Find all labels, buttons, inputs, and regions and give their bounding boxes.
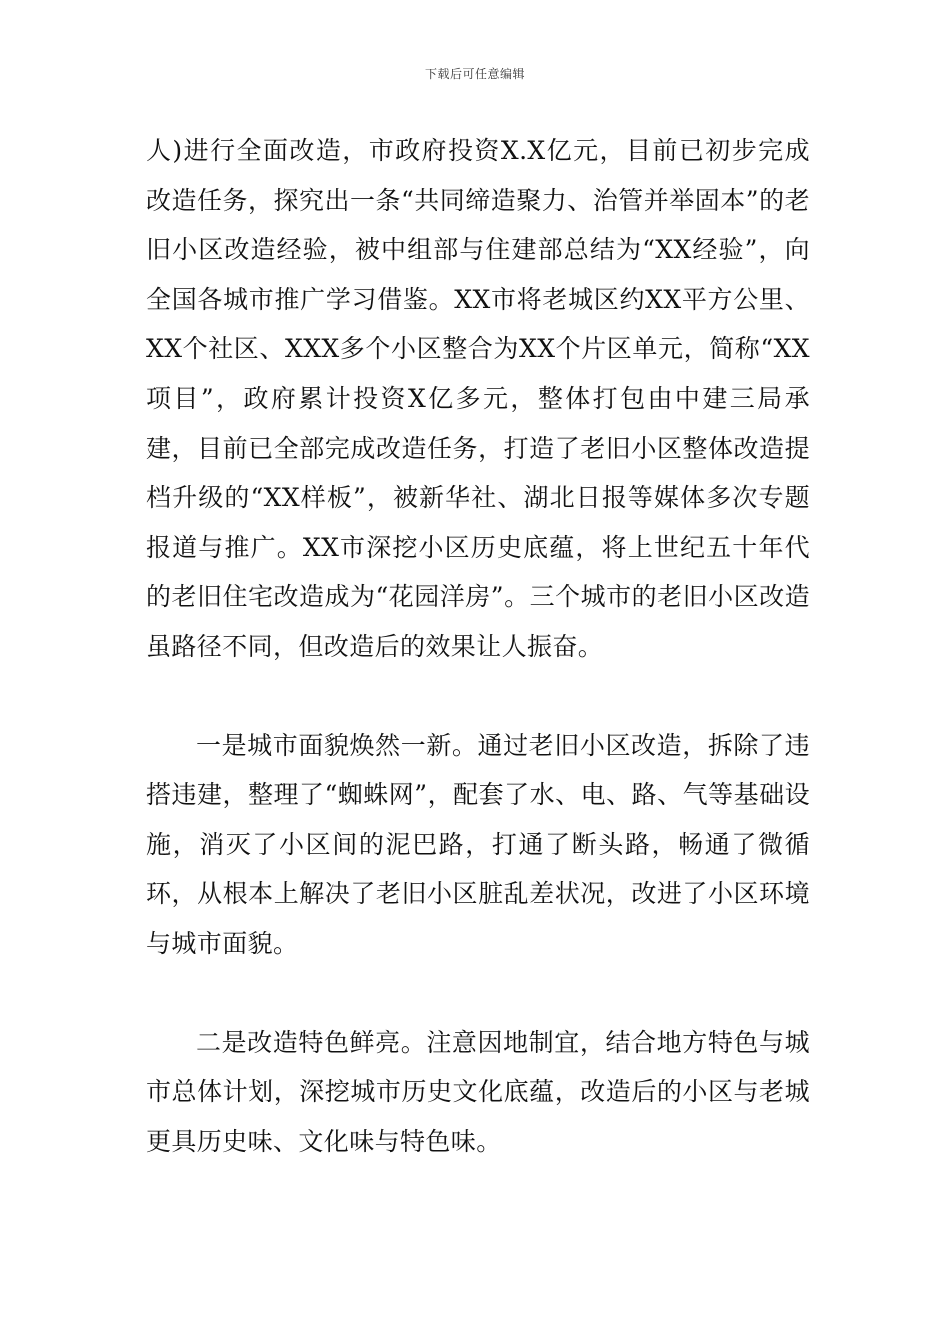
paragraph-spacer: [146, 672, 810, 721]
body-paragraph-1: 人)进行全面改造，市政府投资X.X亿元，目前已初步完成改造任务，探究出一条“共同缔造聚力、治管并举固本”的老旧小区改造经验，被中组部与住建部总结为“XX经验”，向全国各城市推广学习借鉴。XX市将老城区约XX平方公里、XX个社区、XXX多个小区整合为XX个片区单元，简称“XX项目”，政府累计投资X亿多元，整体打包由中建三局承建，目前已全部完成改造任务，打造了老旧小区整体改造提档升级的“XX样板”，被新华社、湖北日报等媒体多次专题报道与推广。XX市深挖小区历史底蕴，将上世纪五十年代的老旧住宅改造成为“花园洋房”。三个城市的老旧小区改造虽路径不同，但改造后的效果让人振奋。: [146, 136, 810, 661]
body-paragraph-3: 二是改造特色鲜亮。注意因地制宜，结合地方特色与城市总体计划，深挖城市历史文化底蕴，改造后的小区与老城更具历史味、文化味与特色味。: [146, 1027, 810, 1156]
paragraph-spacer: [146, 969, 810, 1018]
document-body: [146, 126, 810, 1166]
page-header-note: 下载后可任意编辑: [424, 67, 525, 81]
body-paragraph-2: 一是城市面貌焕然一新。通过老旧小区改造，拆除了违搭违建，整理了“蜘蛛网”，配套了水、电、路、气等基础设施，消灭了小区间的泥巴路，打通了断头路，畅通了微循环，从根本上解决了老旧小区脏乱差状况，改进了小区环境与城市面貌。: [146, 730, 810, 958]
